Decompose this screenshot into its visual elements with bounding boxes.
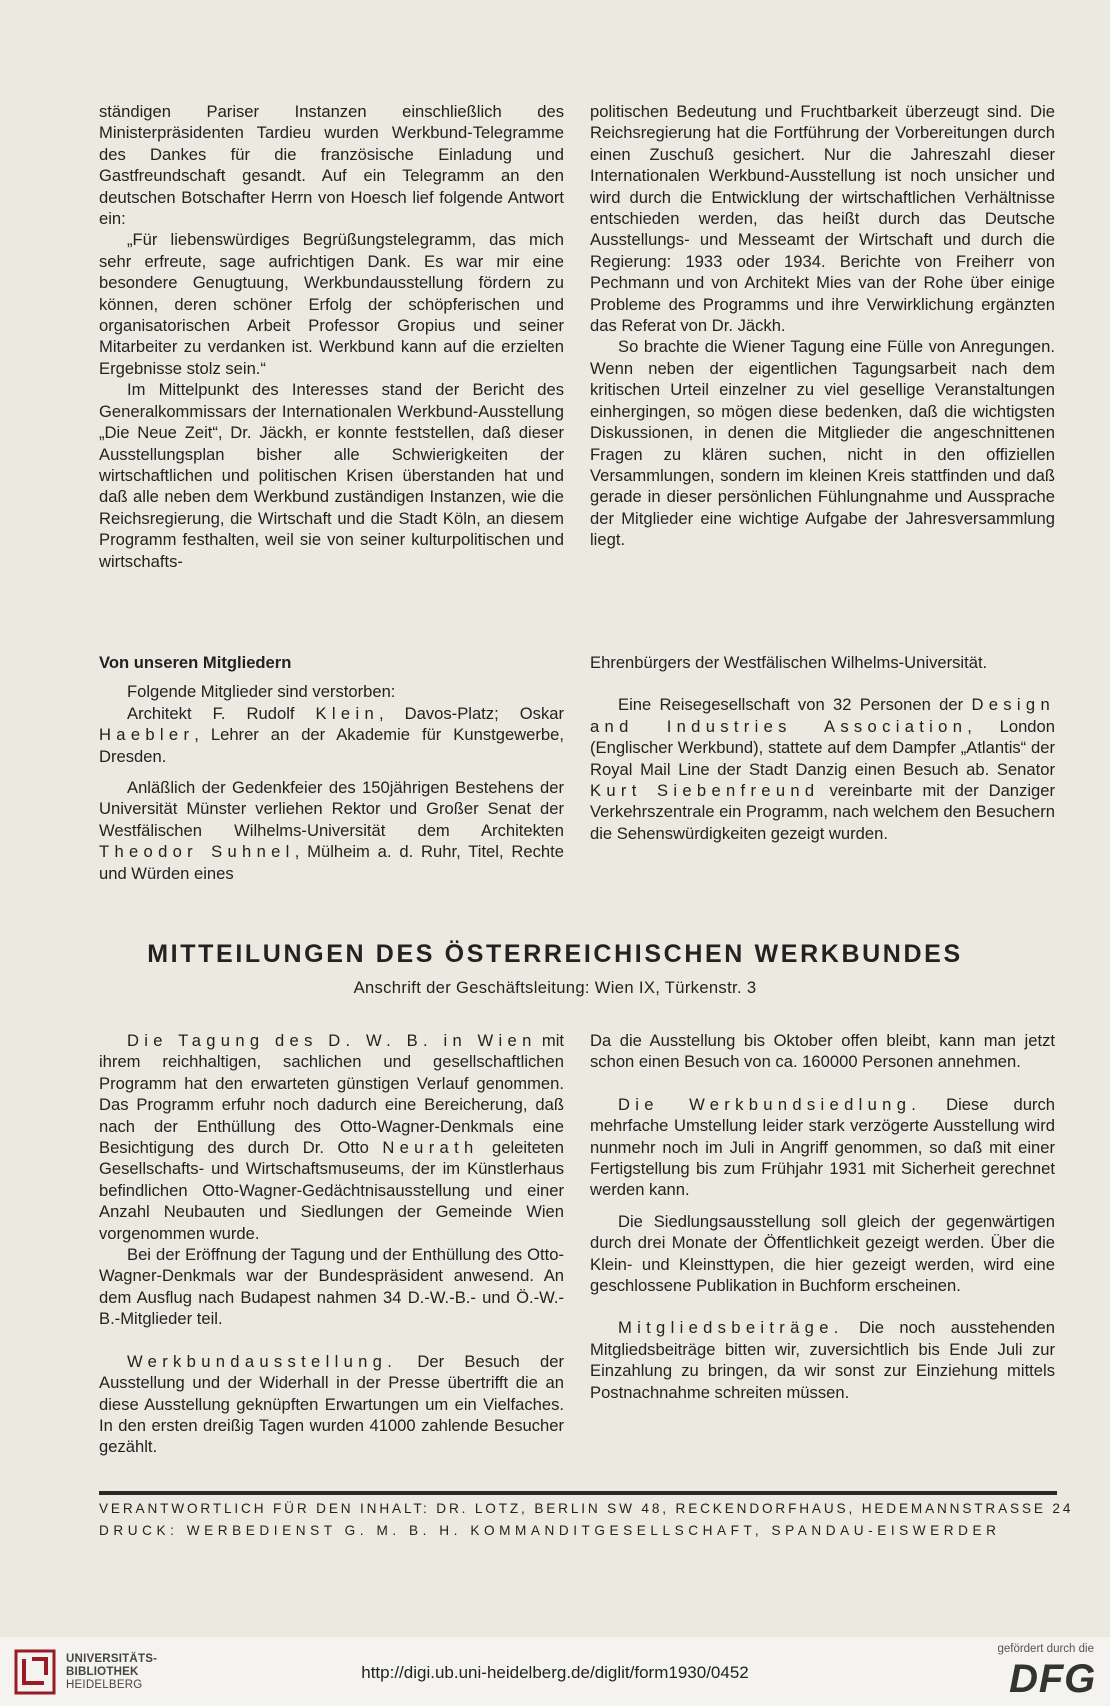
person-name: Klein [315, 703, 379, 723]
organization-name: Design and Industries Association [590, 695, 1055, 736]
imprint-responsible: VERANTWORTLICH FÜR DEN INHALT: DR. LOTZ, BERLIN SW 48, RECKENDORFHAUS, HEDEMANNSTRASSE 24 [99, 1501, 1074, 1516]
person-name: Theodor Suhnel [99, 842, 295, 862]
person-name: Neurath [382, 1138, 479, 1158]
library-name: UNIVERSITÄTS- BIBLIOTHEK HEIDELBERG [66, 1653, 158, 1691]
paragraph: Die Siedlungsausstellung soll gleich der gegenwärtigen durch drei Monate der Öffentlichkeit gezeigt werden. Über die Klein- und Kleinsttypen, die hier gezeigt werden, wird eine geschlossene Publikation in Buchform erscheinen. [590, 1211, 1055, 1296]
lower-left-column [99, 1030, 564, 1458]
paragraph: Mitgliedsbeiträge. Die noch ausstehenden Mitgliedsbeiträge bitten wir, zuversichtlich bis Ende Juli zur Einzahlung zu bringen, da wir sonst zur Einziehung mittels Postnachnahme schreiten müssen. [590, 1318, 1055, 1402]
section-title: MITTEILUNGEN DES ÖSTERREICHISCHEN WERKBUNDES [147, 940, 963, 968]
section-heading: Von unseren Mitgliedern [99, 653, 292, 672]
run-in-heading: Die Tagung des D. W. B. in Wien [127, 1031, 537, 1050]
digitization-bar [0, 1637, 1110, 1706]
paragraph: Da die Ausstellung bis Oktober offen bleibt, kann man jetzt schon einen Besuch von ca. 160000 Personen annehmen. [590, 1031, 1055, 1072]
upper-left-column [99, 101, 564, 572]
paragraph: So brachte die Wiener Tagung eine Fülle von Anregungen. Wenn neben der eigentlichen Tagungsarbeit nach dem kritischen Urteil einzelner zu viel gesellige Veranstaltungen einhergingen, so mögen diese bedenken, daß die wichtigsten Diskussionen, in denen die Mitglieder die angeschnittenen Fragen zu klären suchen, nicht in den offiziellen Versammlungen, sondern im kleinen Kreis stattfinden und daß gerade in dieser persönlichen Fühlungnahme und Aussprache der Mitglieder eine wichtige Aufgabe der Jahresversammlung liegt. [590, 337, 1055, 550]
paragraph: Werkbundausstellung. Der Besuch der Ausstellung und der Widerhall in der Presse übertrifft die an diese Ausstellung geknüpften Erwartungen um ein Vielfaches. In den ersten dreißig Tagen wurden 41000 zahlende Besucher gezählt. [99, 1351, 564, 1457]
paragraph: Architekt F. Rudolf Klein, Davos-Platz; Oskar Haebler, Lehrer an der Akademie für Kunstgewerbe, Dresden. [99, 703, 564, 766]
paragraph: Ehrenbürgers der Westfälischen Wilhelms-Universität. [590, 653, 988, 672]
funding-note: gefördert durch die [997, 1643, 1094, 1655]
person-name: Kurt Siebenfreund [590, 781, 820, 801]
imprint-printer: DRUCK: WERBEDIENST G. M. B. H. KOMMANDITGESELLSCHAFT, SPANDAU-EISWERDER [99, 1523, 1001, 1538]
paragraph: politischen Bedeutung und Fruchtbarkeit überzeugt sind. Die Reichsregierung hat die Fortführung der Vorbereitungen durch einen Zuschuß gesichert. Nur die Jahreszahl dieser Internationalen Werkbund-Ausstellung ist noch unsicher und wird durch die Entwicklung der wirtschaftlichen Verhältnisse entschieden werden, das heißt durch das Deutsche Ausstellungs- und Messeamt der Wirtschaft und durch die Regierung: 1933 oder 1934. Berichte von Freiherr von Pechmann und von Architekt Mies van der Rohe über einige Probleme des Programms und ihre Verwirklichung ergänzten das Referat von Dr. Jäckh. [590, 102, 1055, 336]
person-name: Haebler [99, 725, 195, 745]
paragraph: Bei der Eröffnung der Tagung und der Enthüllung des Otto-Wagner-Denkmals war der Bundespräsident anwesend. An dem Ausflug nach Budapest nahmen 34 D.-W.-B.- und Ö.-W.-B.-Mitglieder teil. [99, 1245, 564, 1329]
paragraph: Im Mittelpunkt des Interesses stand der Bericht des Generalkommissars der Internationalen Werkbund-Ausstellung „Die Neue Zeit“, Dr. Jäckh, er konnte feststellen, daß dieser Ausstellungsplan bisher alle Schwierigkeiten der wirtschaftlichen und politischen Krisen überstanden hat und daß alle neben dem Werkbund zuständigen Instanzen, wie die Reichsregierung, die Wirtschaft und die Stadt Köln, an diesem Programm festhalten, weil sie von seiner kulturpolitischen und wirtschafts- [99, 380, 564, 571]
lower-right-column [590, 1030, 1055, 1403]
paragraph: ständigen Pariser Instanzen einschließlich des Ministerpräsidenten Tardieu wurden Werkbund-Telegramme des Dankes für die französische Einladung und Gastfreundschaft gesandt. Auf ein Telegramm an den deutschen Botschafter Herrn von Hoesch lief folgende Antwort ein: [99, 102, 564, 229]
dfg-logo: DFG [1009, 1657, 1096, 1701]
paragraph: Folgende Mitglieder sind verstorben: [127, 682, 396, 702]
members-left-column [99, 652, 564, 884]
paragraph: Eine Reisegesellschaft von 32 Personen der Design and Industries Association, London (Englischer Werkbund), stattete auf dem Dampfer „Atlantis“ der Royal Mail Line der Stadt Danzig einen Besuch ab. Senator Kurt Siebenfreund vereinbarte mit der Danziger Verkehrszentrale ein Programm, nach welchem den Besuchern die Sehenswürdigkeiten gezeigt wurden. [590, 695, 1055, 843]
upper-right-column [590, 101, 1055, 551]
footer-rule [99, 1491, 1057, 1495]
members-right-column [590, 652, 1055, 844]
run-in-heading: Mitgliedsbeiträge. [618, 1318, 844, 1338]
paragraph-quote: „Für liebenswürdiges Begrüßungstelegramm, das mich sehr erfreute, sage aufrichtigen Dank. Es war mir eine besondere Genugtuung, Werkbundausstellung fördern zu können, deren schöner Erfolg der schöpferischen und organisatorischen Arbeit Professor Gropius und seiner Mitarbeiter zu verdanken ist. Werkbund kann auf die erzielten Ergebnisse stolz sein.“ [99, 230, 564, 378]
run-in-heading: Werkbundausstellung. [127, 1351, 398, 1371]
section-subtitle: Anschrift der Geschäftsleitung: Wien IX, Türkenstr. 3 [353, 978, 757, 997]
paragraph: Anläßlich der Gedenkfeier des 150jährigen Bestehens der Universität Münster verliehen Rektor und Großer Senat der Westfälischen Wilhelms-Universität dem Architekten Theodor Suhnel, Mülheim a. d. Ruhr, Titel, Rechte und Würden eines [99, 778, 565, 883]
permalink-url[interactable]: http://digi.ub.uni-heidelberg.de/diglit/form1930/0452 [361, 1663, 749, 1682]
paragraph: Die Werkbundsiedlung. Diese durch mehrfache Umstellung leider stark verzögerte Ausstellung wird nunmehr noch im Juli in Angriff genommen, so daß mit einer Fertigstellung bis zum Frühjahr 1931 mit Sicherheit gerechnet werden kann. [590, 1094, 1055, 1200]
paragraph: Die Tagung des D. W. B. in Wien mit ihrem reichhaltigen, sachlichen und gesellschaftlichen Programm hat den erwarteten günstigen Verlauf genommen. Das Programm erfuhr noch dadurch eine Bereicherung, daß nach der Enthüllung des Otto-Wagner-Denkmals eine Besichtigung des durch Dr. Otto Neurath geleiteten Gesellschafts- und Wirtschaftsmuseums, der im Künstlerhaus befindlichen Otto-Wagner-Gedächtnisausstellung und einer Anzahl Neubauten und Siedlungen der Gemeinde Wien vorgenommen wurde. [99, 1031, 565, 1243]
run-in-heading: Die Werkbundsiedlung. [618, 1094, 922, 1114]
